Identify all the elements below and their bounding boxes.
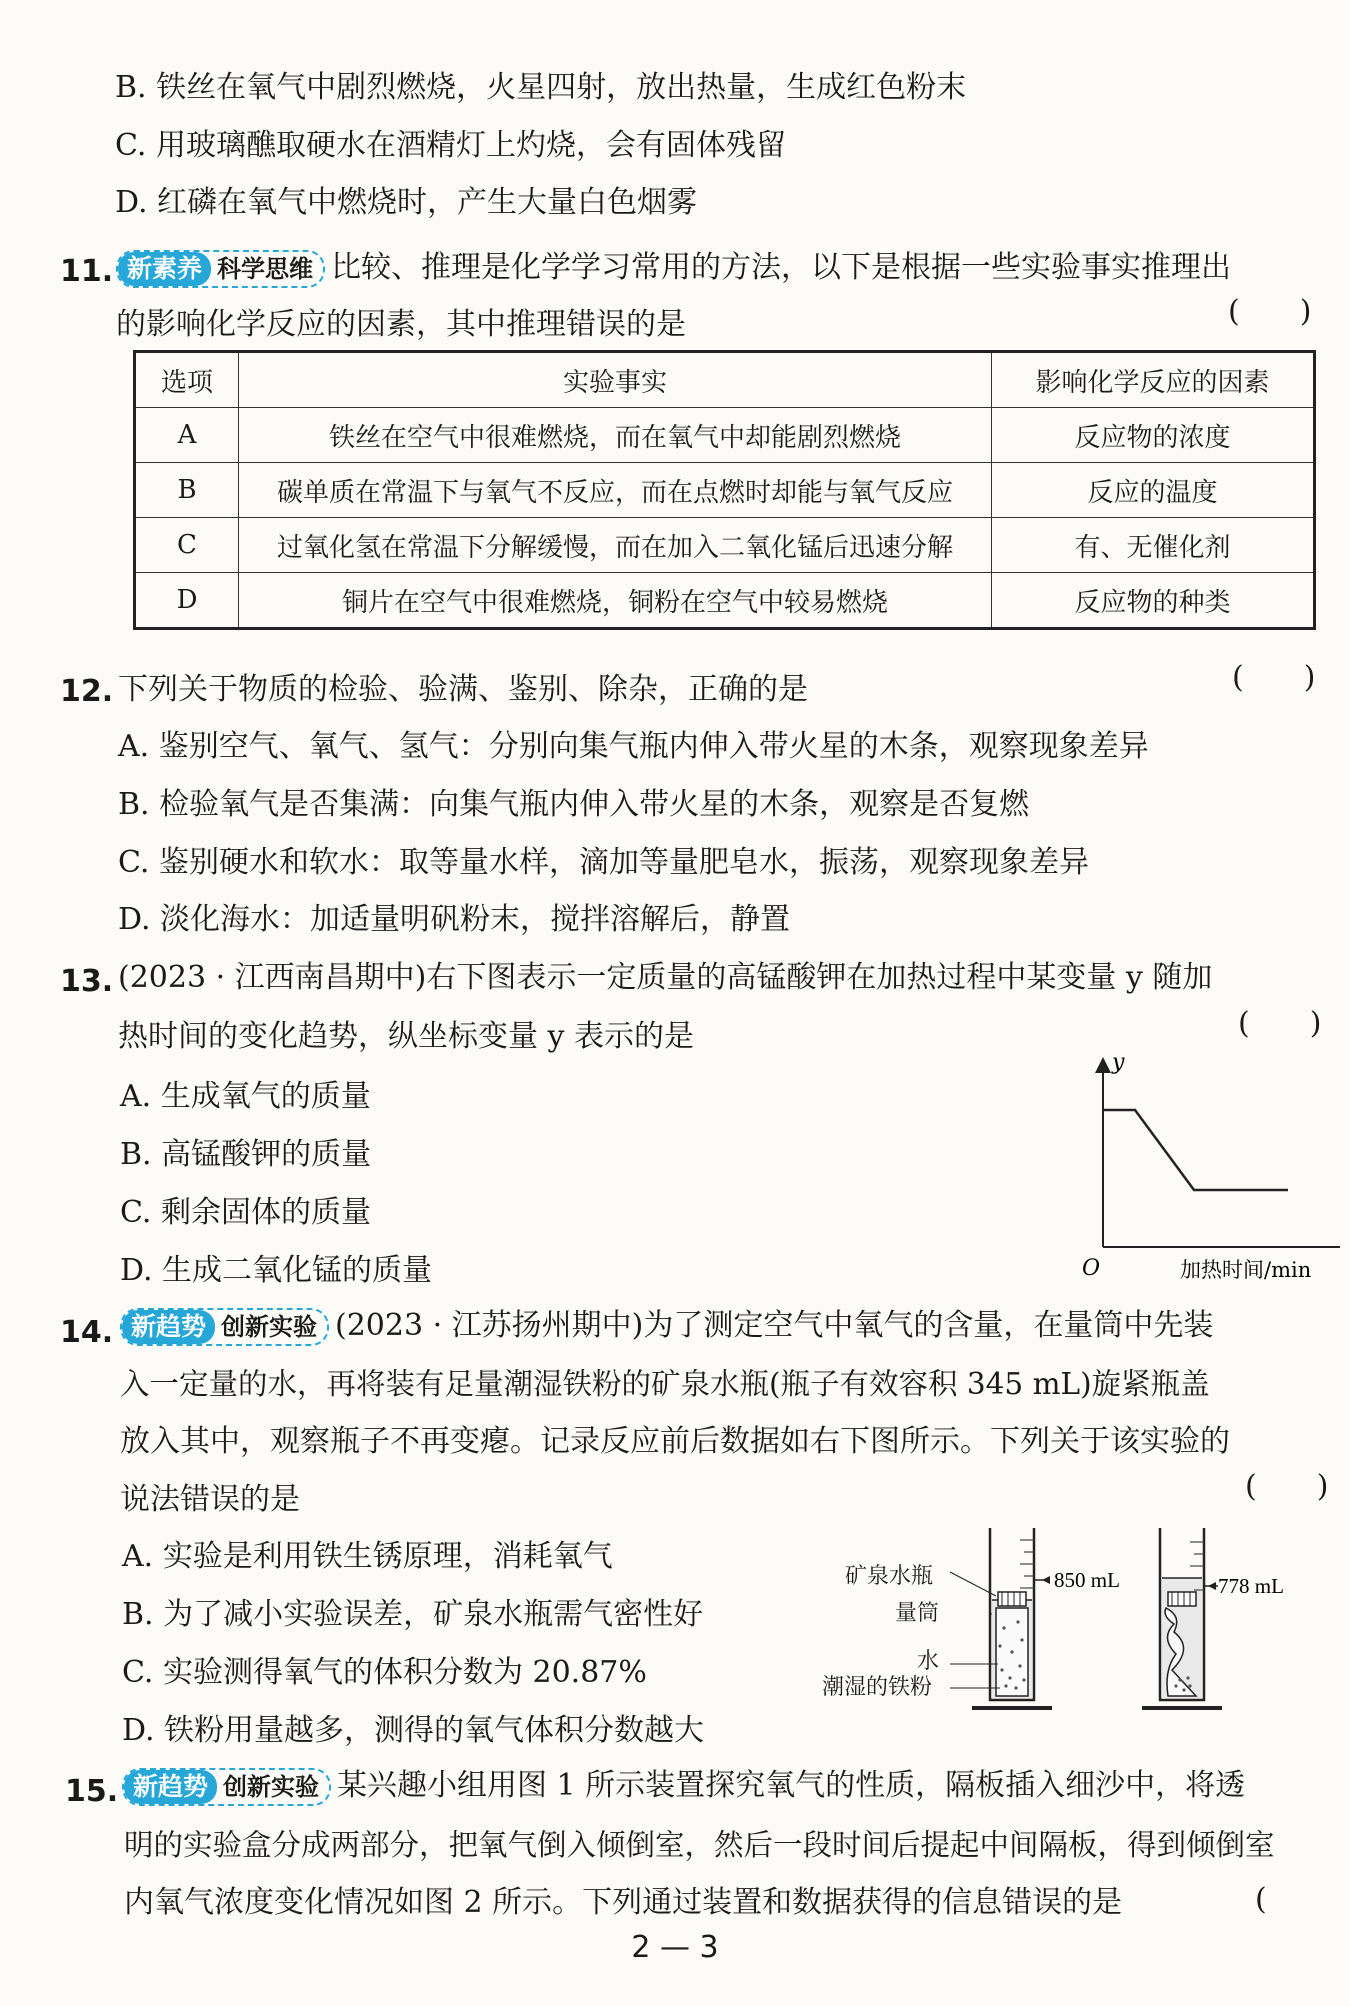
q14-option-d: D. 铁粉用量越多，测得的氧气体积分数越大	[122, 1713, 705, 1748]
table-header-cell: 选项	[135, 352, 239, 408]
table-cell: A	[135, 408, 239, 463]
table-cell: C	[135, 518, 239, 573]
q13-number: 13.	[60, 964, 114, 999]
table-header-cell: 影响化学反应的因素	[992, 352, 1315, 408]
table-cell: D	[135, 573, 239, 629]
q13-option-b: B. 高锰酸钾的质量	[120, 1137, 372, 1172]
table-row	[135, 408, 1315, 463]
table-header-row	[135, 352, 1315, 408]
q14-number: 14.	[60, 1315, 114, 1350]
q15-answer-blank[interactable]: (	[1255, 1882, 1267, 1917]
table-row	[135, 573, 1315, 629]
q15-tag-primary: 新趋势	[124, 1770, 217, 1804]
q15-stem-line3: 内氧气浓度变化情况如图 2 所示。下列通过装置和数据获得的信息错误的是	[124, 1885, 1123, 1920]
q13-answer-blank[interactable]: ( )	[1238, 1006, 1322, 1041]
table-header-cell: 实验事实	[239, 352, 992, 408]
table-cell: 铜片在空气中很难燃烧，铜粉在空气中较易燃烧	[239, 573, 992, 629]
q11-stem-line1	[116, 248, 1231, 288]
q10-option-d: D. 红磷在氧气中燃烧时，产生大量白色烟雾	[115, 185, 698, 220]
trend-line	[1103, 1110, 1288, 1190]
q12-option-d: D. 淡化海水：加适量明矾粉末，搅拌溶解后，静置	[118, 902, 791, 937]
table-cell: 反应物的浓度	[992, 408, 1315, 463]
q14-stem-line1	[120, 1306, 1213, 1346]
q15-tag-secondary: 创新实验	[223, 1773, 320, 1801]
q14-tag	[120, 1308, 329, 1346]
label-iron-powder: 潮湿的铁粉	[822, 1675, 933, 1700]
q14-stem-line3: 放入其中，观察瓶子不再变瘪。记录反应前后数据如右下图所示。下列关于该实验的	[120, 1424, 1230, 1459]
q13-option-d: D. 生成二氧化锰的质量	[120, 1253, 433, 1288]
q13-stem-line2: 热时间的变化趋势，纵坐标变量 y 表示的是	[118, 1019, 695, 1054]
table-row	[135, 518, 1315, 573]
label-bottle: 矿泉水瓶	[845, 1564, 934, 1589]
q14-apparatus-figure	[950, 1520, 1290, 1720]
q13-option-a: A. 生成氧气的质量	[120, 1079, 371, 1114]
x-axis-label: 加热时间/min	[1180, 1258, 1312, 1282]
q12-option-c: C. 鉴别硬水和软水：取等量水样，滴加等量肥皂水，振荡，观察现象差异	[118, 845, 1089, 880]
table-cell: 反应物的种类	[992, 573, 1315, 629]
q11-tag-secondary: 科学思维	[217, 255, 314, 283]
q13-stem-line1: (2023 · 江西南昌期中)右下图表示一定质量的高锰酸钾在加热过程中某变量 y 随加	[118, 960, 1213, 995]
q15-stem-text1: 某兴趣小组用图 1 所示装置探究氧气的性质，隔板插入细沙中，将透	[337, 1768, 1246, 1803]
q11-number: 11.	[60, 254, 114, 289]
reading-after: 778 mL	[1218, 1574, 1284, 1598]
table-cell: 铁丝在空气中很难燃烧，而在氧气中却能剧烈燃烧	[239, 408, 992, 463]
q12-option-b: B. 检验氧气是否集满：向集气瓶内伸入带火星的木条，观察是否复燃	[118, 787, 1030, 822]
q14-option-c: C. 实验测得氧气的体积分数为 20.87%	[122, 1655, 647, 1690]
q12-option-a: A. 鉴别空气、氧气、氢气：分别向集气瓶内伸入带火星的木条，观察现象差异	[118, 729, 1149, 764]
table-cell: 过氧化氢在常温下分解缓慢，而在加入二氧化锰后迅速分解	[239, 518, 992, 573]
table-cell: 碳单质在常温下与氧气不反应，而在点燃时却能与氧气反应	[239, 463, 992, 518]
q11-tag	[116, 250, 325, 288]
q12-answer-blank[interactable]: ( )	[1232, 660, 1316, 695]
page-number: 2 — 3	[631, 1930, 719, 1965]
cylinder-after	[1142, 1528, 1222, 1708]
label-cylinder: 量筒	[895, 1601, 940, 1626]
q10-option-c: C. 用玻璃醮取硬水在酒精灯上灼烧，会有固体残留	[115, 128, 786, 163]
q11-stem-line2: 的影响化学反应的因素，其中推理错误的是	[116, 307, 686, 342]
q10-option-b: B. 铁丝在氧气中剧烈燃烧，火星四射，放出热量，生成红色粉末	[115, 70, 967, 105]
q14-stem-text1: (2023 · 江苏扬州期中)为了测定空气中氧气的含量，在量筒中先装	[335, 1308, 1214, 1343]
q14-option-b: B. 为了减小实验误差，矿泉水瓶需气密性好	[122, 1597, 704, 1632]
q14-stem-line2: 入一定量的水，再将装有足量潮湿铁粉的矿泉水瓶(瓶子有效容积 345 mL)旋紧瓶盖	[120, 1367, 1210, 1401]
cylinder-before	[972, 1528, 1052, 1708]
q13-option-c: C. 剩余固体的质量	[120, 1195, 371, 1230]
q14-tag-secondary: 创新实验	[221, 1313, 318, 1341]
q13-graph	[1070, 1055, 1350, 1285]
q11-table	[133, 350, 1316, 630]
q15-tag	[122, 1768, 331, 1806]
q15-number: 15.	[65, 1774, 119, 1809]
origin-label: O	[1082, 1256, 1101, 1281]
q11-answer-blank[interactable]: ( )	[1228, 294, 1312, 329]
label-water: 水	[917, 1649, 940, 1674]
table-cell: 反应的温度	[992, 463, 1315, 518]
q11-stem-text1: 比较、推理是化学学习常用的方法，以下是根据一些实验事实推理出	[331, 250, 1232, 285]
q12-number: 12.	[60, 674, 114, 709]
q12-stem: 下列关于物质的检验、验满、鉴别、除杂，正确的是	[118, 672, 808, 707]
q14-option-a: A. 实验是利用铁生锈原理，消耗氧气	[122, 1539, 613, 1574]
q15-stem-line2: 明的实验盒分成两部分，把氧气倒入倾倒室，然后一段时间后提起中间隔板，得到倾倒室	[124, 1828, 1275, 1862]
reading-before: 850 mL	[1054, 1568, 1120, 1592]
q14-tag-primary: 新趋势	[122, 1310, 215, 1344]
y-axis-label: y	[1112, 1055, 1125, 1075]
q15-stem-line1	[122, 1766, 1245, 1806]
q11-tag-primary: 新素养	[118, 252, 211, 286]
table-cell: B	[135, 463, 239, 518]
table-row	[135, 463, 1315, 518]
table-cell: 有、无催化剂	[992, 518, 1315, 573]
q14-answer-blank[interactable]: ( )	[1245, 1469, 1329, 1504]
q14-stem-line4: 说法错误的是	[120, 1482, 300, 1517]
